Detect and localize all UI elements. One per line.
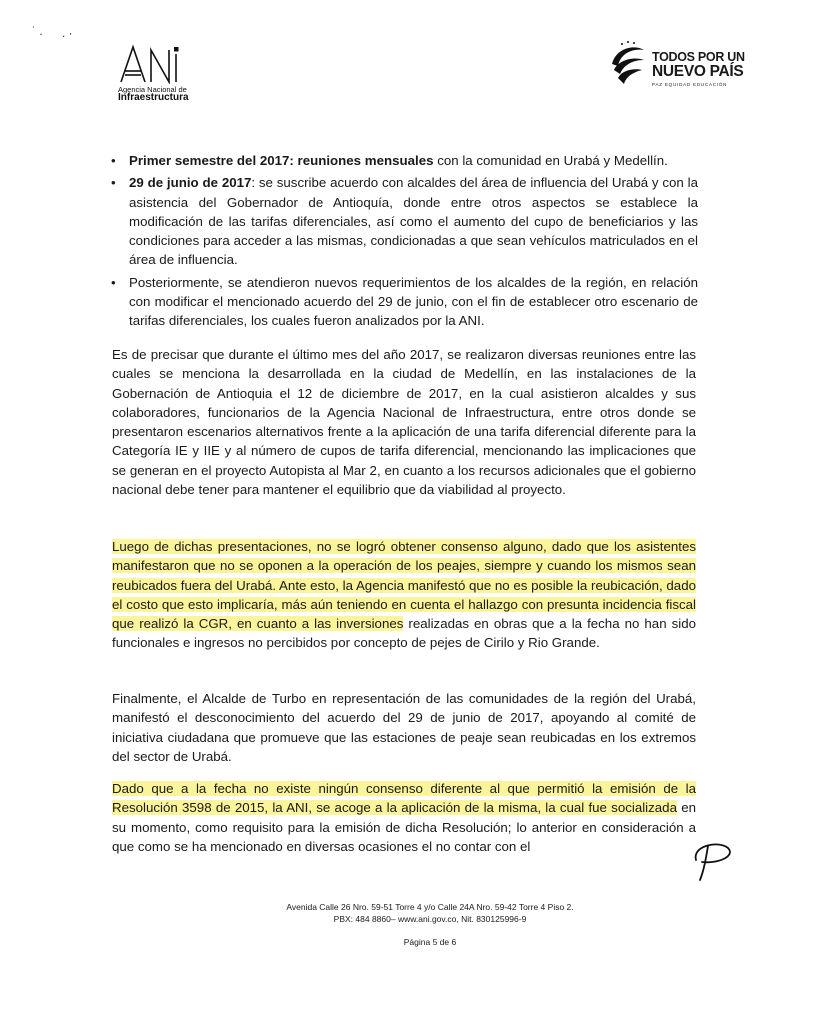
list-item-bold: 29 de junio de 2017 <box>129 175 252 191</box>
bullet-icon: • <box>111 175 116 191</box>
ani-name-line2: Infraestructura <box>118 92 189 103</box>
list-item-bold: reuniones mensuales <box>297 153 434 168</box>
bullet-icon: • <box>111 153 116 168</box>
list-item-text: : se suscribe acuerdo con alcaldes del área de influencia del Urabá y con la asistencia del Gobernador de Antioquía, donde entre otros aspectos se establece la modificación de las tarifas diferenciales, así como el aumento del cupo de beneficiarios y las condiciones para acceder a las mismas, condicionadas a que sean vehículos matriculados en el área de influencia. <box>129 175 698 268</box>
ani-name <box>118 86 208 102</box>
list-item <box>108 173 698 269</box>
list-item-text: Posteriormente, se atendieron nuevos requerimientos de los alcaldes de la región, en relación con modificar el mencionado acuerdo del 29 de junio, con el fin de establecer otro escenario de tarifas diferenciales, los cuales fueron analizados por la ANI. <box>129 274 698 329</box>
flag-swirl-icon <box>608 38 648 90</box>
handwritten-initial-signature <box>688 838 738 882</box>
list-item <box>108 273 698 331</box>
paragraph-text: realizadas en obras que a la fecha no han sido funcionales e ingresos no percibidos por concepto de pejes de Cirilo y Rio Grande. <box>112 616 696 651</box>
scan-speck: ˙ . <box>32 24 43 38</box>
footer-address: Avenida Calle 26 Nro. 59-51 Torre 4 y/o Calle 24A Nro. 59-42 Torre 4 Piso 2. <box>286 902 574 912</box>
paragraph <box>112 537 696 653</box>
list-item <box>108 151 698 170</box>
ani-logo-mark <box>118 44 188 84</box>
paragraph: Es de precisar que durante el último mes del año 2017, se realizaron diversas reuniones entre las cuales se menciona la desarrollada en la ciudad de Medellín, en las instalaciones de la Gobernación de Antioquia el 12 de diciembre de 2017, en la cual asistieron alcaldes y sus colaboradores, funcionarios de la Agencia Nacional de Infraestructura, entre otros donde se presentaron escenarios alternativos frente a la aplicación de una tarifa diferencial diferente para la Categoría IE y IIE y al número de cupos de tarifa diferencial, mencionando las implicaciones que se generan en el proyecto Autopista al Mar 2, en cuanto a los recursos adicionales que el gobierno nacional debe tener para mantener el equilibrio que da viabilidad al proyecto. <box>112 347 696 498</box>
government-logo <box>608 36 758 92</box>
paragraph <box>112 779 696 856</box>
bullet-icon: • <box>111 274 116 290</box>
gov-slogan-line1: TODOS POR UN <box>652 50 745 64</box>
list-item-bold: Primer semestre del 2017: <box>129 153 298 168</box>
page-number: Página 5 de 6 <box>403 937 457 947</box>
footer-contact: PBX: 484 8860– www.ani.gov.co, Nit. 830125996-9 <box>333 914 527 924</box>
ani-logo <box>118 44 208 102</box>
paragraph-text: en su momento, como requisito para la emisión de dicha Resolución; lo anterior en consideración a que como se ha mencionado en diversas ocasiones el no contar con el <box>112 800 696 854</box>
gov-slogan-line3: PAZ EQUIDAD EDUCACIÓN <box>652 82 728 87</box>
list-item-text: con la comunidad en Urabá y Medellín. <box>433 153 668 168</box>
scan-speck: . · <box>62 26 73 40</box>
paragraph: Finalmente, el Alcalde de Turbo en representación de las comunidades de la región del Urabá, manifestó el desconocimiento del acuerdo del 29 de junio de 2017, apoyando al comité de iniciativa ciudadana que promueve que las estaciones de peaje sean reubicadas en los extremos del sector de Urabá. <box>112 691 696 764</box>
bullet-list <box>108 151 698 334</box>
highlighted-text: Dado que a la fecha no existe ningún consenso diferente al que permitió la emisión de la Resolución 3598 de 2015, la ANI, se acoge a la aplicación de la misma, la cual fue socializada <box>112 781 696 816</box>
highlighted-text: Luego de dichas presentaciones, no se logró obtener consenso alguno, dado que los asistentes manifestaron que no se oponen a la operación de los peajes, siempre y cuando los mismos sean reubicados fuera del Urabá. Ante esto, la Agencia manifestó que no es posible la reubicación, dado el costo que esto implicaría, más aún teniendo en cuenta el hallazgo con presunta incidencia fiscal que realizó la CGR, en cuanto a las inversiones <box>112 539 696 632</box>
gov-slogan-line2: NUEVO PAÍS <box>652 63 744 80</box>
ani-name-line1: Agencia Nacional de <box>118 85 187 94</box>
